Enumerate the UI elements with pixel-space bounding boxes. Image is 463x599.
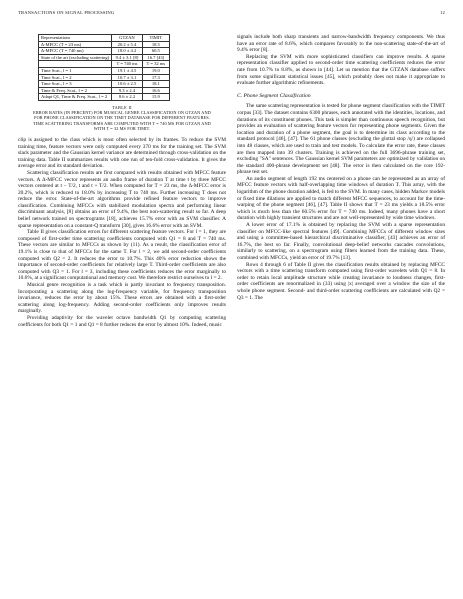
table-cell: Adapt Q1, Time & Freq. Scat., l = 2 [39, 94, 112, 101]
table-cell: Time & Freq. Scat., l = 2 [39, 87, 112, 94]
table-header-cell: TIMIT [142, 35, 169, 42]
table-caption-label: TABLE II [112, 104, 132, 110]
table-header-cell: Representations [39, 35, 112, 42]
table-cell: 19.1 ± 4.5 [112, 67, 142, 74]
table-row [39, 94, 170, 101]
table-cell: 18.1 [142, 81, 169, 88]
table-row [39, 67, 170, 74]
table-cell: 18.5 [142, 41, 169, 48]
table-header-cell: GTZAN [112, 35, 142, 42]
table-cell: Time Scat., l = 2 [39, 74, 112, 81]
table-subheader-row [39, 61, 170, 68]
table-caption-text: ERROR RATES (IN PERCENT) FOR MUSICAL GENRE CLASSIFICATION ON GTZAN AND FOR PHONE CLASSIFICATION ON THE TIMIT DATABASE FOR DIFFERENT FEATURES. TIME SCATTERING TRANSFORMS ARE COMPUTED WITH T = 740 MS FOR GTZAN AND WITH T = 32 MS FOR TIMIT. [33, 110, 211, 131]
table-cell: T = 32 ms [142, 61, 169, 68]
table-cell: 10.7 ± 3.1 [112, 74, 142, 81]
table-cell: 16.7 [43] [142, 54, 169, 61]
table-row [39, 48, 170, 55]
table-header-row [39, 35, 170, 42]
table-cell: 60.5 [142, 48, 169, 55]
body-paragraph: Scattering classification results are first compared with results obtained with MFCC feature vectors. A Δ-MFCC vector represents an audio frame of duration T at time t by three MFCC vectors centered at t − T/2, t and t + T/2. When computed for T = 23 ms, the Δ-MFCC error is 20.2%, which is reduced to 18.0% by increasing T to 740 ms. Further increasing T does not reduce the error. State-of-the-art algorithms provide refined feature vectors to improve classification. Combining MFCCs with stabilized modulation spectra and performing linear discriminant analysis, [8] obtains an error of 9.4%, the best non-scattering result so far. A deep belief network trained on spectrograms [18], achieves 15.7% error with an SVM classifier. A sparse representation on a constant-Q transform [30], gives 16.6% error with an SVM. [18, 169, 226, 229]
table-cell: 9.3 ± 2.4 [112, 87, 142, 94]
table-row [39, 87, 170, 94]
table-row [39, 74, 170, 81]
table-cell: Time Scat., l = 1 [39, 67, 112, 74]
results-table [38, 34, 170, 101]
table-cell: T = 740 ms [112, 61, 142, 68]
page-number: 12 [440, 10, 445, 15]
body-paragraph: signals include both sharp transients and narrow-bandwidth frequency components. We thus have an error rate of 8.6%, which compares favorably to the non-scattering state-of-the-art of 9.4% error [8]. [237, 34, 445, 54]
body-paragraph: Rows 4 through 6 of Table II gives the classification results obtained by replacing MFCC vectors with a time scattering transform computed using first-order wavelets with Q1 = 8. In order to retain local amplitude structure while creating invariance to loudness changes, first-order coefficients are renormalized in (33) using |x| averaged over a window the size of the whole phone segment. Second- and third-order scattering coefficients are calculated with Q2 = Q3 = 1. The [237, 261, 445, 301]
body-paragraph: A lower error of 17.1% is obtained by replacing the SVM with a sparse representation classifier on MFCC-like spectral features [49]. Combining MFCCs of different window sizes and using a committee-based hierarchical discriminative classifier, [43] achieves an error of 16.7%, the best so far. Finally, convolutional deep-belief networks cascades convolutions, similarly to scattering, on a spectrogram using filters learned from the training data. These, combined with MFCCs, yield an error of 19.7% [13]. [237, 222, 445, 261]
body-paragraph: Musical genre recognition is a task which is partly invariant to frequency transposition. Incorporating a scattering along the log-frequency variable, for frequency transposition invariance, reduces the error by about 15%. These errors are obtained with a first-order scattering along log-frequency. Adding second-order coefficients only improves results marginally. [18, 282, 226, 315]
body-paragraph: Providing adaptivity for the wavelet octave bandwidth Q1 by computing scattering coefficients for both Q1 = 1 and Q1 = 8 further reduces the error by almost 10%. Indeed, music [18, 314, 226, 328]
table-row [39, 41, 170, 48]
page-header [18, 10, 445, 20]
body-paragraph: The same scattering representation is tested for phone segment classification with the TIMIT corpus [33]. The dataset contains 6300 phrases, each annotated with the identities, locations, and durations of its constituent phones. This task is simpler than continuous speech recognition, but provides an evaluation of scattering feature vectors for representing phone segments. Given the location and duration of a phone segment, the goal is to determine its class according to the standard protocol [46], [47]. The 61 phone classes (excluding the glottal stop /q/) are collapsed into 48 classes, which are used to train and test models. To calculate the error rate, these classes are then mapped into 39 clusters. Training is achieved on the full 3696-phrase training set, excluding "SA" sentences. The Gaussian kernel SVM parameters are optimized by validation on the standard 400-phrase development set [48]. The error is then calculated on the core 192-phrase test set. [237, 103, 445, 176]
table-row [39, 54, 170, 61]
table-cell: State of the art (excluding scattering) [39, 54, 112, 61]
table-cell: Δ-MFCC (T = 740 ms) [39, 48, 112, 55]
section-heading: C. Phone Segment Classification [237, 92, 311, 99]
table-cell: Time Scat., l = 3 [39, 81, 112, 88]
table-cell: 16.6 [142, 87, 169, 94]
table-cell: 19.0 [142, 67, 169, 74]
journal-name: TRANSACTIONS ON SIGNAL PROCESSING [18, 10, 115, 15]
table-cell: 20.2 ± 5.4 [112, 41, 142, 48]
left-column [18, 34, 226, 328]
table-cell: 9.4 ± 3.1 [8] [112, 54, 142, 61]
table-cell [39, 61, 112, 68]
table-caption [29, 105, 215, 131]
body-paragraph: Table II gives classification errors for different scattering feature vectors. For l = 1, they are composed of first-order time scattering coefficients computed with Q1 = 8 and T = 740 ms. These vectors are similar to MFCCs as shown by (11). As a result, the classification error of 19.1% is close to that of MFCCs for the same T. For l = 2, we add second-order coefficients computed with Q2 = 2. It reduces the error to 10.7%. This 40% error reduction shows the importance of second-order coefficients for relatively large T. Third-order coefficients are also computed with Q3 = 1. For l = 3, including these coefficients reduces the error marginally to 10.6%, at a significant computational and memory cost. We therefore restrict ourselves to l = 2. [18, 229, 226, 282]
table-cell: 10.6 ± 2.5 [112, 81, 142, 88]
table-cell: 8.6 ± 2.2 [112, 94, 142, 101]
table-cell: 18.0 ± 4.2 [112, 48, 142, 55]
body-paragraph: Replacing the SVM with more sophisticated classifiers can improve results. A sparse representation classifier applied to second-order time scattering coefficients reduces the error rate from 10.7% to 8.8%, as shown in [44]. Let us mention that the GTZAN database suffers from some significant statistical issues [45], which probably does not make it appropriate to evaluate further algorithmic refinements. [237, 53, 445, 87]
table-cell: Δ-MFCC (T = 23 ms) [39, 41, 112, 48]
body-paragraph: clip is assigned to the class which is most often selected by its frames. To reduce the SVM training time, feature vectors were only computed every 370 ms for the training set. The SVM slack parameter and the Gaussian kernel variance are determined through cross-validation on the training data. Table II summarizes results with one run of ten-fold cross-validation. It gives the average error and its standard deviation. [18, 136, 226, 170]
table-row [39, 81, 170, 88]
body-paragraph: An audio segment of length 192 ms centered on a phone can be represented as an array of MFCC feature vectors with half-overlapping time windows of duration T. This array, with the logarithm of the phone duration added, is fed to the SVM. In many cases, hidden Markov models or fixed time dilations are applied to match different MFCC sequences, to account for the time-warping of the phone segment [46], [47]. Table II shows that T = 23 ms yields a 18.5% error which is much less than the 60.5% error for T = 740 ms. Indeed, many phones have a short duration with highly transient structures and are not well-represented by wide time windows. [237, 175, 445, 222]
right-column [237, 34, 445, 301]
table-cell: 15.9 [142, 94, 169, 101]
table-cell: 17.3 [142, 74, 169, 81]
